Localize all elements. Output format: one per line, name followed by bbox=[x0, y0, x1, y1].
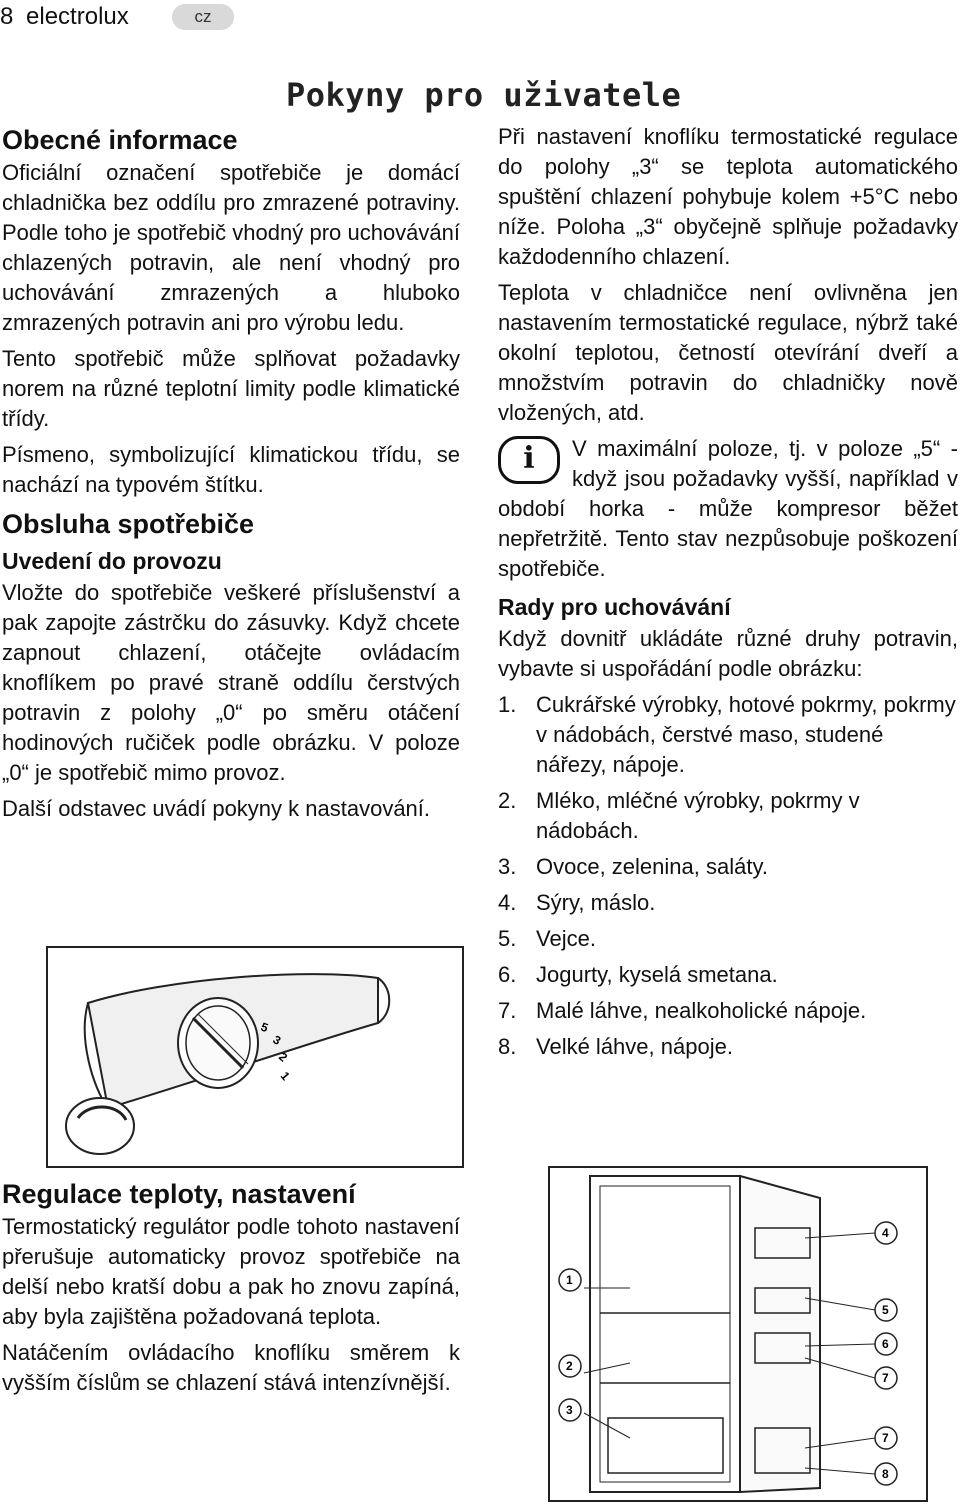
brand-name: electrolux bbox=[26, 3, 129, 30]
thermostat-knob-figure bbox=[46, 946, 464, 1168]
list-item: 1. Cukrářské výrobky, hotové pokrmy, pokrmy v nádobách, čerstvé maso, studené nářezy, nápoje. bbox=[498, 692, 956, 777]
temperature-heading: Regulace teploty, nastavení bbox=[2, 1179, 356, 1209]
right-paragraph-1: Při nastavení knoflíku termostatické regulace do polohy „3“ se teplota automatického spuštění chlazení pohybuje kolem +5°C nebo níže. Poloha „3“ obyčejně splňuje požadavky každodenního chlazení. bbox=[498, 124, 958, 269]
fridge-illustration bbox=[550, 1168, 926, 1500]
general-paragraph-3: Písmeno, symbolizující klimatickou třídu, se nachází na typovém štítku. bbox=[2, 442, 460, 497]
fridge-label-6: 6 bbox=[882, 1337, 889, 1351]
left-column bbox=[2, 122, 460, 830]
startup-paragraph-1: Vložte do spotřebiče veškeré příslušenství a pak zapojte zástrčku do zásuvky. Když chcete zapnout chlazení, otáčejte ovládacím knoflíkem po pravé straně oddílu čerstvých potravin z polohy „0“ po směru otáčení hodinových ručiček podle obrázku. V poloze „0“ je spotřebič mimo provoz. bbox=[2, 580, 460, 785]
fridge-label-4: 4 bbox=[882, 1226, 889, 1240]
general-heading: Obecné informace bbox=[2, 125, 238, 155]
knob-label-2: 2 bbox=[276, 1049, 291, 1065]
startup-heading: Uvedení do provozu bbox=[2, 548, 222, 574]
right-column bbox=[498, 122, 958, 1068]
knob-illustration bbox=[48, 948, 462, 1166]
list-item: 2. Mléko, mléčné výrobky, pokrmy v nádobách. bbox=[498, 788, 860, 843]
list-item: 5. Vejce. bbox=[498, 926, 596, 951]
general-paragraph-2: Tento spotřebič může splňovat požadavky norem na různé teplotní limity podle klimatické třídy. bbox=[2, 346, 460, 431]
fridge-label-7a: 7 bbox=[882, 1371, 889, 1385]
language-badge: cz bbox=[172, 4, 234, 30]
fridge-label-1: 1 bbox=[566, 1273, 573, 1287]
list-item: 8. Velké láhve, nápoje. bbox=[498, 1034, 733, 1059]
page-title: Pokyny pro uživatele bbox=[286, 76, 682, 114]
temperature-section bbox=[2, 1176, 460, 1404]
page-number: 8 bbox=[0, 3, 14, 30]
general-paragraph-1: Oficiální označení spotřebiče je domácí chladnička bez oddílu pro zmrazené potraviny. Podle toho je spotřebič vhodný pro uchovávání chlazených potravin, ale není vhodný pro uchovávání zmrazených a hluboko zmrazených potravin ani pro výrobu ledu. bbox=[2, 160, 460, 335]
operation-heading: Obsluha spotřebiče bbox=[2, 509, 255, 539]
knob-label-1: 1 bbox=[277, 1068, 293, 1084]
info-note bbox=[498, 434, 958, 584]
list-item: 4. Sýry, máslo. bbox=[498, 890, 656, 915]
list-item: 7. Malé láhve, nealkoholické nápoje. bbox=[498, 998, 867, 1023]
storage-list bbox=[498, 690, 958, 1062]
info-icon: i bbox=[498, 436, 560, 484]
temperature-paragraph-2: Natáčením ovládacího knoflíku směrem k vyšším číslům se chlazení stává intenzívnější. bbox=[2, 1340, 460, 1395]
fridge-label-3: 3 bbox=[566, 1403, 573, 1417]
list-item: 3. Ovoce, zelenina, saláty. bbox=[498, 854, 768, 879]
fridge-label-7b: 7 bbox=[882, 1431, 889, 1445]
temperature-paragraph-1: Termostatický regulátor podle tohoto nastavení přerušuje automaticky provoz spotřebiče na delší nebo kratší dobu a pak ho znovu zapíná, aby byla zajištěna požadovaná teplota. bbox=[2, 1214, 460, 1329]
page-header bbox=[0, 3, 129, 31]
info-text: V maximální poloze, tj. v poloze „5“ - když jsou požadavky vyšší, například v období horka - může kompresor běžet nepřetržitě. Tento stav nezpůsobuje poškození spotřebiče. bbox=[498, 436, 958, 581]
fridge-label-5: 5 bbox=[882, 1303, 889, 1317]
right-paragraph-2: Teplota v chladničce není ovlivněna jen nastavením termostatické regulace, nýbrž také okolní teplotou, četností otevírání dveří a množstvím potravin do chladničky nově vložených, atd. bbox=[498, 280, 958, 425]
fridge-label-2: 2 bbox=[566, 1359, 573, 1373]
startup-paragraph-2: Další odstavec uvádí pokyny k nastavování. bbox=[2, 796, 431, 821]
storage-heading: Rady pro uchovávání bbox=[498, 594, 731, 620]
list-item: 6. Jogurty, kyselá smetana. bbox=[498, 962, 778, 987]
fridge-layout-figure bbox=[548, 1166, 928, 1502]
fridge-label-8: 8 bbox=[882, 1467, 889, 1481]
knob-label-5: 5 bbox=[258, 1019, 271, 1036]
storage-paragraph: Když dovnitř ukládáte různé druhy potravin, vybavte si uspořádání podle obrázku: bbox=[498, 626, 958, 681]
knob-label-3: 3 bbox=[270, 1032, 284, 1048]
